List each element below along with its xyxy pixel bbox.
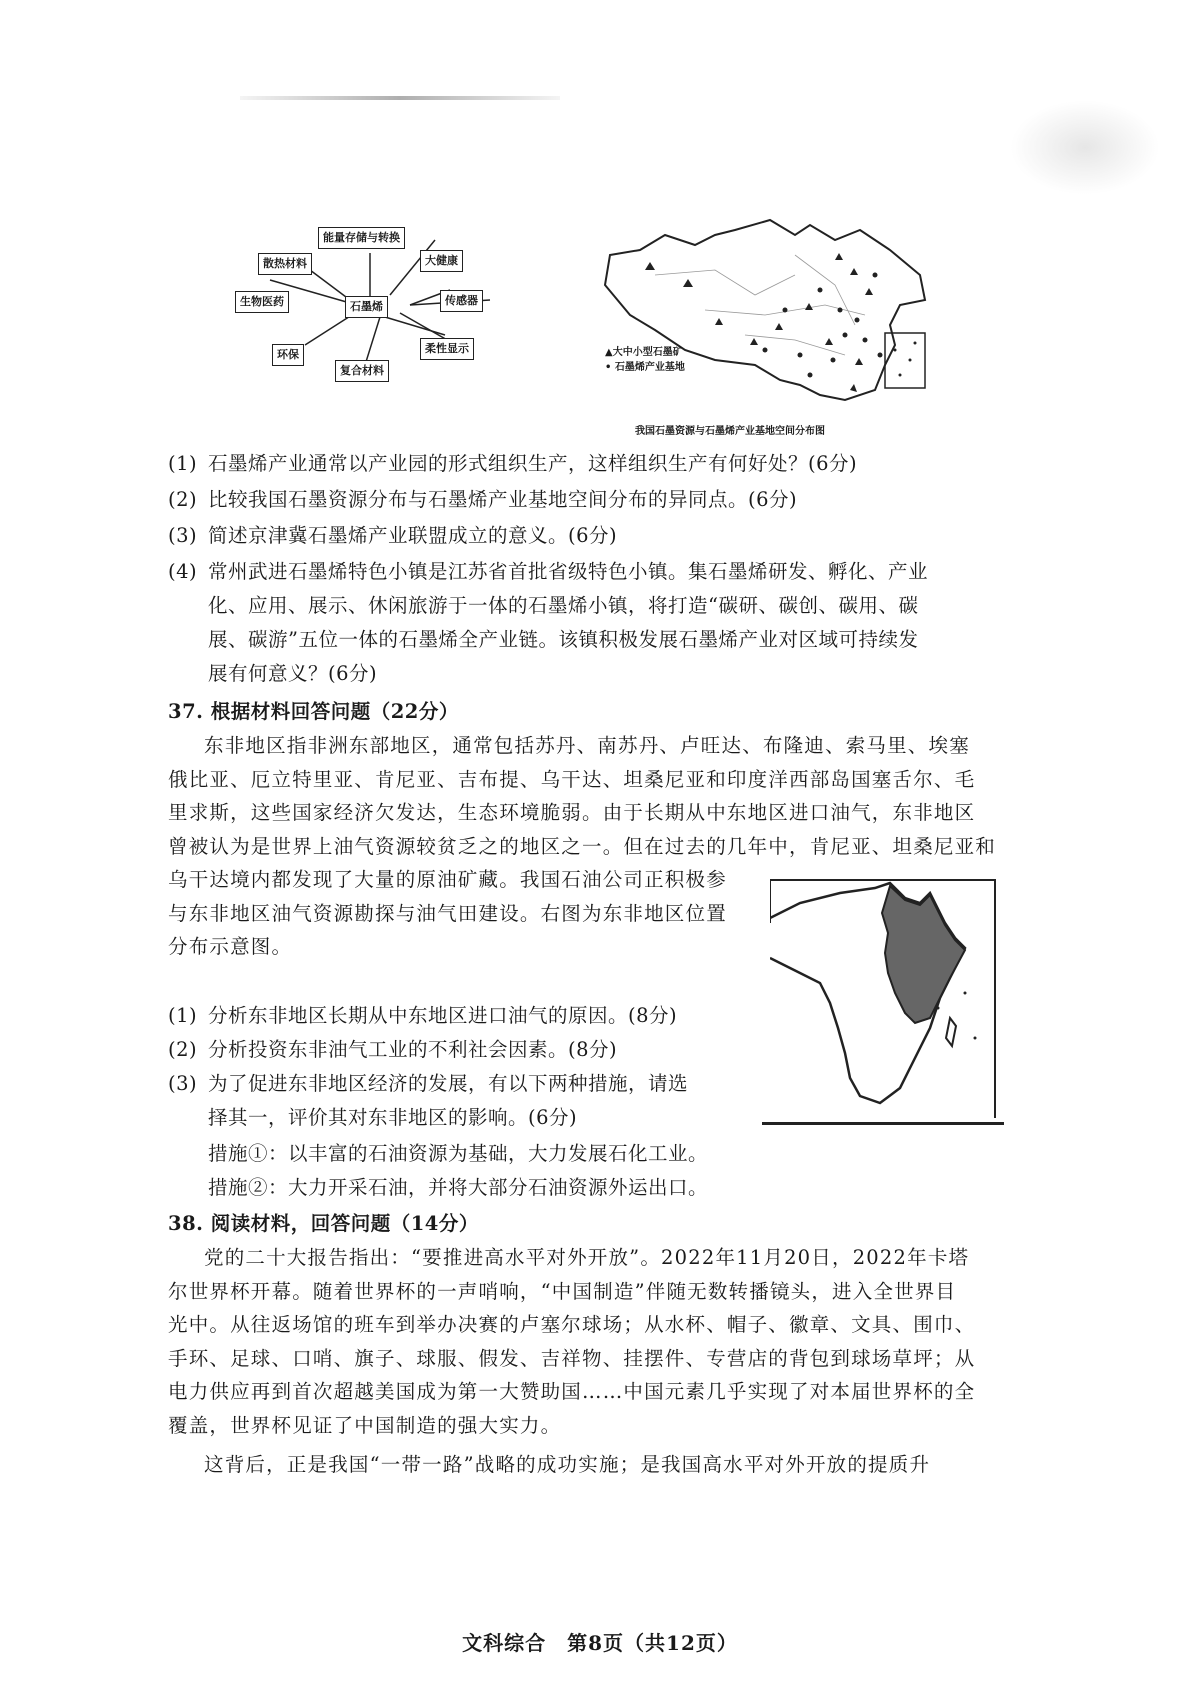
graphene-base-dots xyxy=(763,273,883,378)
q38-material-line-3: 光中。从往返场馆的班车到举办决赛的卢塞尔球场；从水杯、帽子、徽章、文具、围巾、 xyxy=(168,1313,976,1336)
q37-3-line-1: 为了促进东非地区经济的发展，有以下两种措施，请选 xyxy=(208,1072,689,1095)
q37-3-number: (3) xyxy=(168,1072,198,1095)
diagram-node-sensor: 传感器 xyxy=(440,290,483,312)
diagram-node-energy: 能量存储与转换 xyxy=(318,227,405,249)
q37-2 xyxy=(168,1038,617,1062)
legend-graphite-mine: ▲大中小型石墨矿 xyxy=(605,347,683,358)
diagram-node-health: 大健康 xyxy=(420,250,463,272)
diagram-node-composite: 复合材料 xyxy=(335,360,389,382)
q37-1-text: 分析东非地区长期从中东地区进口油气的原因。(8分) xyxy=(208,1004,678,1027)
china-outline xyxy=(595,215,945,420)
diagram-node-biomedicine: 生物医药 xyxy=(235,291,289,313)
q36-1-text: 石墨烯产业通常以产业园的形式组织生产，这样组织生产有何好处？(6分) xyxy=(208,452,858,475)
diagram-node-heat-dissipation: 散热材料 xyxy=(258,253,312,275)
q38-material xyxy=(168,1241,998,1442)
q36-3-number: (3) xyxy=(168,524,198,547)
q37-heading: 37. 根据材料回答问题（22分） xyxy=(168,700,459,723)
q36-4-line-2: 化、应用、展示、休闲旅游于一体的石墨烯小镇，将打造“碳研、碳创、碳用、碳 xyxy=(208,594,919,617)
q37-material-line-2: 俄比亚、厄立特里亚、肯尼亚、吉布提、乌干达、坦桑尼亚和印度洋西部岛国塞舌尔、毛 xyxy=(168,767,976,791)
q36-3 xyxy=(168,524,617,548)
q38-material-2: 这背后，正是我国“一带一路”战略的成功实施；是我国高水平对外开放的提质升 xyxy=(204,1453,931,1476)
q36-2 xyxy=(168,488,797,512)
diagram-center-graphene: 石墨烯 xyxy=(345,296,388,318)
q37-material-line-3: 里求斯，这些国家经济欠发达，生态环境脆弱。由于长期从中东地区进口油气，东非地区 xyxy=(168,801,976,824)
q36-3-text: 简述京津冀石墨烯产业联盟成立的意义。(6分) xyxy=(208,524,618,547)
map-legend xyxy=(605,345,685,375)
diagram-node-flexible-display: 柔性显示 xyxy=(420,338,474,360)
q37-1 xyxy=(168,1004,677,1028)
scan-artifact-line xyxy=(240,96,560,100)
q37-material-line-1: 东非地区指非洲东部地区，通常包括苏丹、南苏丹、卢旺达、布隆迪、索马里、埃塞 xyxy=(204,734,970,757)
q36-1 xyxy=(168,452,857,476)
q37-material-line-6: 与东非地区油气资源勘探与油气田建设。右图为东非地区位置 xyxy=(168,901,727,925)
q38-material-line-2: 尔世界杯开幕。随着世界杯的一声哨响，“中国制造”伴随无数转播镜头，进入全世界目 xyxy=(168,1279,957,1303)
q38-heading: 38. 阅读材料，回答问题（14分） xyxy=(168,1212,479,1235)
q36-4-line-4: 展有何意义？(6分) xyxy=(208,662,378,685)
east-africa-location-map xyxy=(770,878,1000,1118)
q37-material-line-5: 乌干达境内都发现了大量的原油矿藏。我国石油公司正积极参 xyxy=(168,868,727,891)
q37-measure-2: 措施②：大力开采石油，并将大部分石油资源外运出口。 xyxy=(208,1176,709,1199)
scan-smudge xyxy=(1010,100,1160,195)
q36-2-text: 比较我国石墨资源分布与石墨烯产业基地空间分布的异同点。(6分) xyxy=(208,488,798,511)
q37-2-text: 分析投资东非油气工业的不利社会因素。(8分) xyxy=(208,1038,618,1061)
africa-map-bottom-rule xyxy=(762,1122,1004,1125)
q36-4 xyxy=(168,560,928,584)
china-map-caption: 我国石墨资源与石墨烯产业基地空间分布图 xyxy=(635,426,825,437)
diagram-node-environment: 环保 xyxy=(272,344,304,366)
q37-material-line-4: 曾被认为是世界上油气资源较贫乏之的地区之一。但在过去的几年中，肯尼亚、坦桑尼亚和 xyxy=(168,834,997,858)
q36-2-number: (2) xyxy=(168,488,198,511)
q37-material-line-7: 分布示意图。 xyxy=(168,935,293,958)
q37-measure-1: 措施①：以丰富的石油资源为基础，大力发展石化工业。 xyxy=(208,1142,709,1165)
q37-3 xyxy=(168,1072,688,1096)
q38-material-line-5: 电力供应再到首次超越美国成为第一大赞助国……中国元素几乎实现了对本届世界杯的全 xyxy=(168,1380,976,1403)
q37-3-line-2: 择其一，评价其对东非地区的影响。(6分) xyxy=(208,1106,578,1129)
q38-material-line-6: 覆盖，世界杯见证了中国制造的强大实力。 xyxy=(168,1413,562,1437)
q37-1-number: (1) xyxy=(168,1004,198,1027)
graphene-application-diagram xyxy=(240,231,540,415)
q36-4-number: (4) xyxy=(168,560,198,583)
q36-4-line-3: 展、碳游”五位一体的石墨烯全产业链。该镇积极发展石墨烯产业对区域可持续发 xyxy=(208,628,919,651)
q36-1-number: (1) xyxy=(168,452,198,475)
legend-graphene-base: • 石墨烯产业基地 xyxy=(605,362,685,373)
page-footer: 文科综合 第8页（共12页） xyxy=(462,1631,738,1655)
q38-material-line-1: 党的二十大报告指出：“要推进高水平对外开放”。2022年11月20日，2022年卡塔 xyxy=(204,1246,970,1269)
china-graphite-map xyxy=(595,215,945,440)
q36-4-line-1: 常州武进石墨烯特色小镇是江苏省首批省级特色小镇。集石墨烯研发、孵化、产业 xyxy=(208,560,929,583)
q38-material-line-4: 手环、足球、口哨、旗子、球服、假发、吉祥物、挂摆件、专营店的背包到球场草坪；从 xyxy=(168,1346,976,1370)
q37-2-number: (2) xyxy=(168,1038,198,1061)
africa-outline xyxy=(770,878,1000,1118)
